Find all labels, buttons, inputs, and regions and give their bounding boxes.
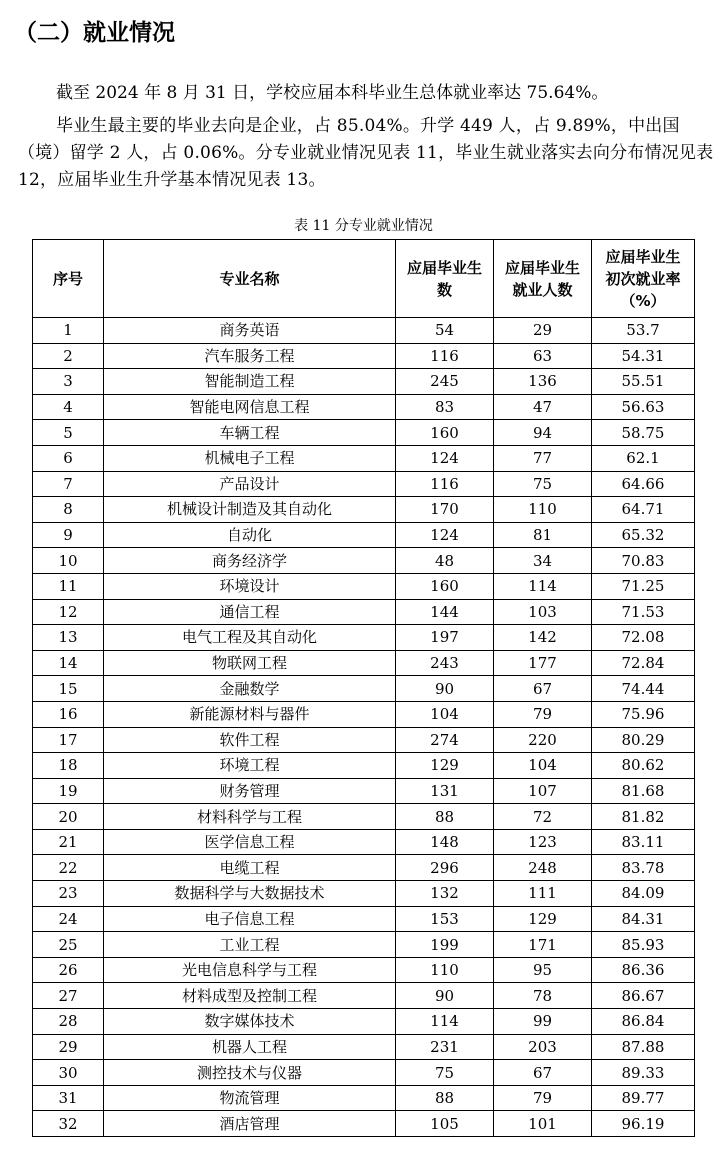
cell-index: 20 [33,804,104,830]
table-row [33,932,695,958]
cell-major: 金融数学 [104,676,396,702]
cell-employed: 203 [494,1034,592,1060]
cell-graduates: 160 [396,573,494,599]
cell-index: 14 [33,650,104,676]
cell-rate: 84.09 [592,881,695,907]
cell-rate: 55.51 [592,369,695,395]
cell-graduates: 48 [396,548,494,574]
cell-employed: 220 [494,727,592,753]
cell-rate: 86.36 [592,957,695,983]
cell-index: 19 [33,778,104,804]
cell-employed: 75 [494,471,592,497]
cell-rate: 81.68 [592,778,695,804]
cell-major: 智能电网信息工程 [104,394,396,420]
cell-employed: 81 [494,522,592,548]
header-employed [494,240,592,318]
cell-index: 31 [33,1085,104,1111]
cell-index: 4 [33,394,104,420]
header-major: 专业名称 [104,240,396,318]
cell-rate: 96.19 [592,1111,695,1137]
table-row [33,369,695,395]
table-row [33,957,695,983]
cell-index: 13 [33,625,104,651]
cell-graduates: 132 [396,881,494,907]
cell-major: 电子信息工程 [104,906,396,932]
table-row [33,318,695,344]
table-row [33,650,695,676]
cell-graduates: 296 [396,855,494,881]
cell-graduates: 245 [396,369,494,395]
table-row [33,778,695,804]
cell-rate: 72.08 [592,625,695,651]
cell-major: 材料成型及控制工程 [104,983,396,1009]
cell-major: 物流管理 [104,1085,396,1111]
cell-employed: 79 [494,1085,592,1111]
table-row [33,855,695,881]
cell-major: 汽车服务工程 [104,343,396,369]
header-index: 序号 [33,240,104,318]
cell-rate: 54.31 [592,343,695,369]
cell-rate: 81.82 [592,804,695,830]
table-row [33,522,695,548]
cell-graduates: 124 [396,522,494,548]
cell-major: 车辆工程 [104,420,396,446]
table-row [33,420,695,446]
cell-rate: 75.96 [592,701,695,727]
table-row [33,1034,695,1060]
cell-graduates: 160 [396,420,494,446]
cell-rate: 85.93 [592,932,695,958]
table-row [33,804,695,830]
cell-rate: 58.75 [592,420,695,446]
table-row [33,573,695,599]
table-caption: 表 11 分专业就业情况 [294,218,433,234]
cell-employed: 67 [494,676,592,702]
cell-graduates: 90 [396,983,494,1009]
cell-graduates: 104 [396,701,494,727]
cell-graduates: 88 [396,804,494,830]
cell-graduates: 144 [396,599,494,625]
header-rate [592,240,695,318]
cell-index: 7 [33,471,104,497]
cell-graduates: 274 [396,727,494,753]
paragraph-employment-rate: 截至 2024 年 8 月 31 日，学校应届本科毕业生总体就业率达 75.64%。 [56,83,609,103]
cell-employed: 77 [494,445,592,471]
cell-graduates: 105 [396,1111,494,1137]
table-header-row [33,240,695,318]
cell-index: 26 [33,957,104,983]
cell-index: 21 [33,829,104,855]
cell-rate: 72.84 [592,650,695,676]
cell-major: 电缆工程 [104,855,396,881]
cell-rate: 65.32 [592,522,695,548]
table-row [33,343,695,369]
header-graduates-label: 应届毕业生数 [406,258,482,299]
table-row [33,497,695,523]
cell-rate: 62.1 [592,445,695,471]
cell-employed: 94 [494,420,592,446]
cell-major: 物联网工程 [104,650,396,676]
table-row [33,701,695,727]
cell-employed: 101 [494,1111,592,1137]
cell-major: 测控技术与仪器 [104,1060,396,1086]
cell-major: 环境工程 [104,753,396,779]
paragraph-destinations: 毕业生最主要的毕业去向是企业，占 85.04%。升学 449 人，占 9.89%，中出国（境）留学 2 人，占 0.06%。分专业就业情况见表 11，毕业生就业落实去向分布情况见表 12，应届毕业生升学基本情况见表 13。 [18,116,714,190]
cell-employed: 79 [494,701,592,727]
cell-employed: 99 [494,1009,592,1035]
cell-major: 自动化 [104,522,396,548]
cell-rate: 86.67 [592,983,695,1009]
header-rate-label: 应届毕业生初次就业率（%） [605,247,681,310]
cell-rate: 80.62 [592,753,695,779]
table-row [33,599,695,625]
cell-rate: 80.29 [592,727,695,753]
cell-graduates: 124 [396,445,494,471]
cell-rate: 71.25 [592,573,695,599]
cell-rate: 89.77 [592,1085,695,1111]
cell-employed: 123 [494,829,592,855]
cell-graduates: 129 [396,753,494,779]
cell-graduates: 199 [396,932,494,958]
cell-major: 产品设计 [104,471,396,497]
table-row [33,394,695,420]
cell-major: 商务英语 [104,318,396,344]
cell-index: 9 [33,522,104,548]
cell-graduates: 110 [396,957,494,983]
table-row [33,1060,695,1086]
cell-rate: 83.78 [592,855,695,881]
cell-graduates: 153 [396,906,494,932]
cell-major: 机械设计制造及其自动化 [104,497,396,523]
cell-major: 数字媒体技术 [104,1009,396,1035]
cell-employed: 95 [494,957,592,983]
cell-index: 23 [33,881,104,907]
cell-index: 2 [33,343,104,369]
cell-major: 环境设计 [104,573,396,599]
table-row [33,983,695,1009]
cell-graduates: 170 [396,497,494,523]
table-row [33,676,695,702]
cell-major: 软件工程 [104,727,396,753]
cell-graduates: 231 [396,1034,494,1060]
cell-major: 酒店管理 [104,1111,396,1137]
cell-index: 24 [33,906,104,932]
cell-rate: 86.84 [592,1009,695,1035]
table-row [33,1009,695,1035]
cell-employed: 171 [494,932,592,958]
cell-employed: 142 [494,625,592,651]
cell-employed: 111 [494,881,592,907]
table-row [33,1111,695,1137]
cell-index: 18 [33,753,104,779]
cell-index: 32 [33,1111,104,1137]
cell-major: 光电信息科学与工程 [104,957,396,983]
cell-major: 机械电子工程 [104,445,396,471]
table-row [33,906,695,932]
cell-rate: 87.88 [592,1034,695,1060]
table-body [33,318,695,1137]
employment-by-major-table [32,239,695,1137]
table-row [33,625,695,651]
cell-graduates: 197 [396,625,494,651]
cell-employed: 248 [494,855,592,881]
cell-employed: 63 [494,343,592,369]
cell-index: 3 [33,369,104,395]
cell-major: 数据科学与大数据技术 [104,881,396,907]
cell-employed: 177 [494,650,592,676]
cell-major: 财务管理 [104,778,396,804]
cell-major: 医学信息工程 [104,829,396,855]
cell-index: 28 [33,1009,104,1035]
cell-graduates: 75 [396,1060,494,1086]
cell-index: 15 [33,676,104,702]
cell-major: 智能制造工程 [104,369,396,395]
cell-rate: 71.53 [592,599,695,625]
cell-index: 22 [33,855,104,881]
cell-graduates: 83 [396,394,494,420]
cell-index: 5 [33,420,104,446]
cell-major: 材料科学与工程 [104,804,396,830]
section-heading: （二）就业情况 [14,20,175,46]
cell-index: 27 [33,983,104,1009]
cell-graduates: 88 [396,1085,494,1111]
cell-graduates: 114 [396,1009,494,1035]
header-employed-label: 应届毕业生就业人数 [504,258,580,299]
cell-index: 11 [33,573,104,599]
cell-rate: 83.11 [592,829,695,855]
table-row [33,829,695,855]
cell-index: 10 [33,548,104,574]
table-row [33,548,695,574]
cell-major: 商务经济学 [104,548,396,574]
cell-graduates: 243 [396,650,494,676]
cell-graduates: 148 [396,829,494,855]
cell-employed: 29 [494,318,592,344]
cell-index: 30 [33,1060,104,1086]
cell-index: 12 [33,599,104,625]
cell-index: 25 [33,932,104,958]
cell-index: 17 [33,727,104,753]
cell-employed: 34 [494,548,592,574]
table-row [33,1085,695,1111]
cell-major: 电气工程及其自动化 [104,625,396,651]
cell-index: 29 [33,1034,104,1060]
header-graduates [396,240,494,318]
table-row [33,881,695,907]
cell-index: 8 [33,497,104,523]
cell-graduates: 116 [396,343,494,369]
cell-major: 机器人工程 [104,1034,396,1060]
cell-employed: 78 [494,983,592,1009]
cell-employed: 72 [494,804,592,830]
cell-rate: 64.71 [592,497,695,523]
cell-major: 工业工程 [104,932,396,958]
cell-employed: 107 [494,778,592,804]
cell-graduates: 116 [396,471,494,497]
cell-graduates: 54 [396,318,494,344]
cell-major: 新能源材料与器件 [104,701,396,727]
cell-graduates: 90 [396,676,494,702]
table-row [33,445,695,471]
cell-employed: 47 [494,394,592,420]
cell-employed: 136 [494,369,592,395]
cell-rate: 64.66 [592,471,695,497]
table-row [33,753,695,779]
cell-index: 16 [33,701,104,727]
cell-rate: 84.31 [592,906,695,932]
cell-index: 6 [33,445,104,471]
cell-employed: 103 [494,599,592,625]
cell-index: 1 [33,318,104,344]
table-row [33,727,695,753]
cell-major: 通信工程 [104,599,396,625]
cell-graduates: 131 [396,778,494,804]
cell-rate: 74.44 [592,676,695,702]
cell-employed: 114 [494,573,592,599]
cell-employed: 110 [494,497,592,523]
cell-employed: 67 [494,1060,592,1086]
cell-employed: 129 [494,906,592,932]
table-row [33,471,695,497]
cell-employed: 104 [494,753,592,779]
cell-rate: 89.33 [592,1060,695,1086]
cell-rate: 56.63 [592,394,695,420]
cell-rate: 70.83 [592,548,695,574]
cell-rate: 53.7 [592,318,695,344]
